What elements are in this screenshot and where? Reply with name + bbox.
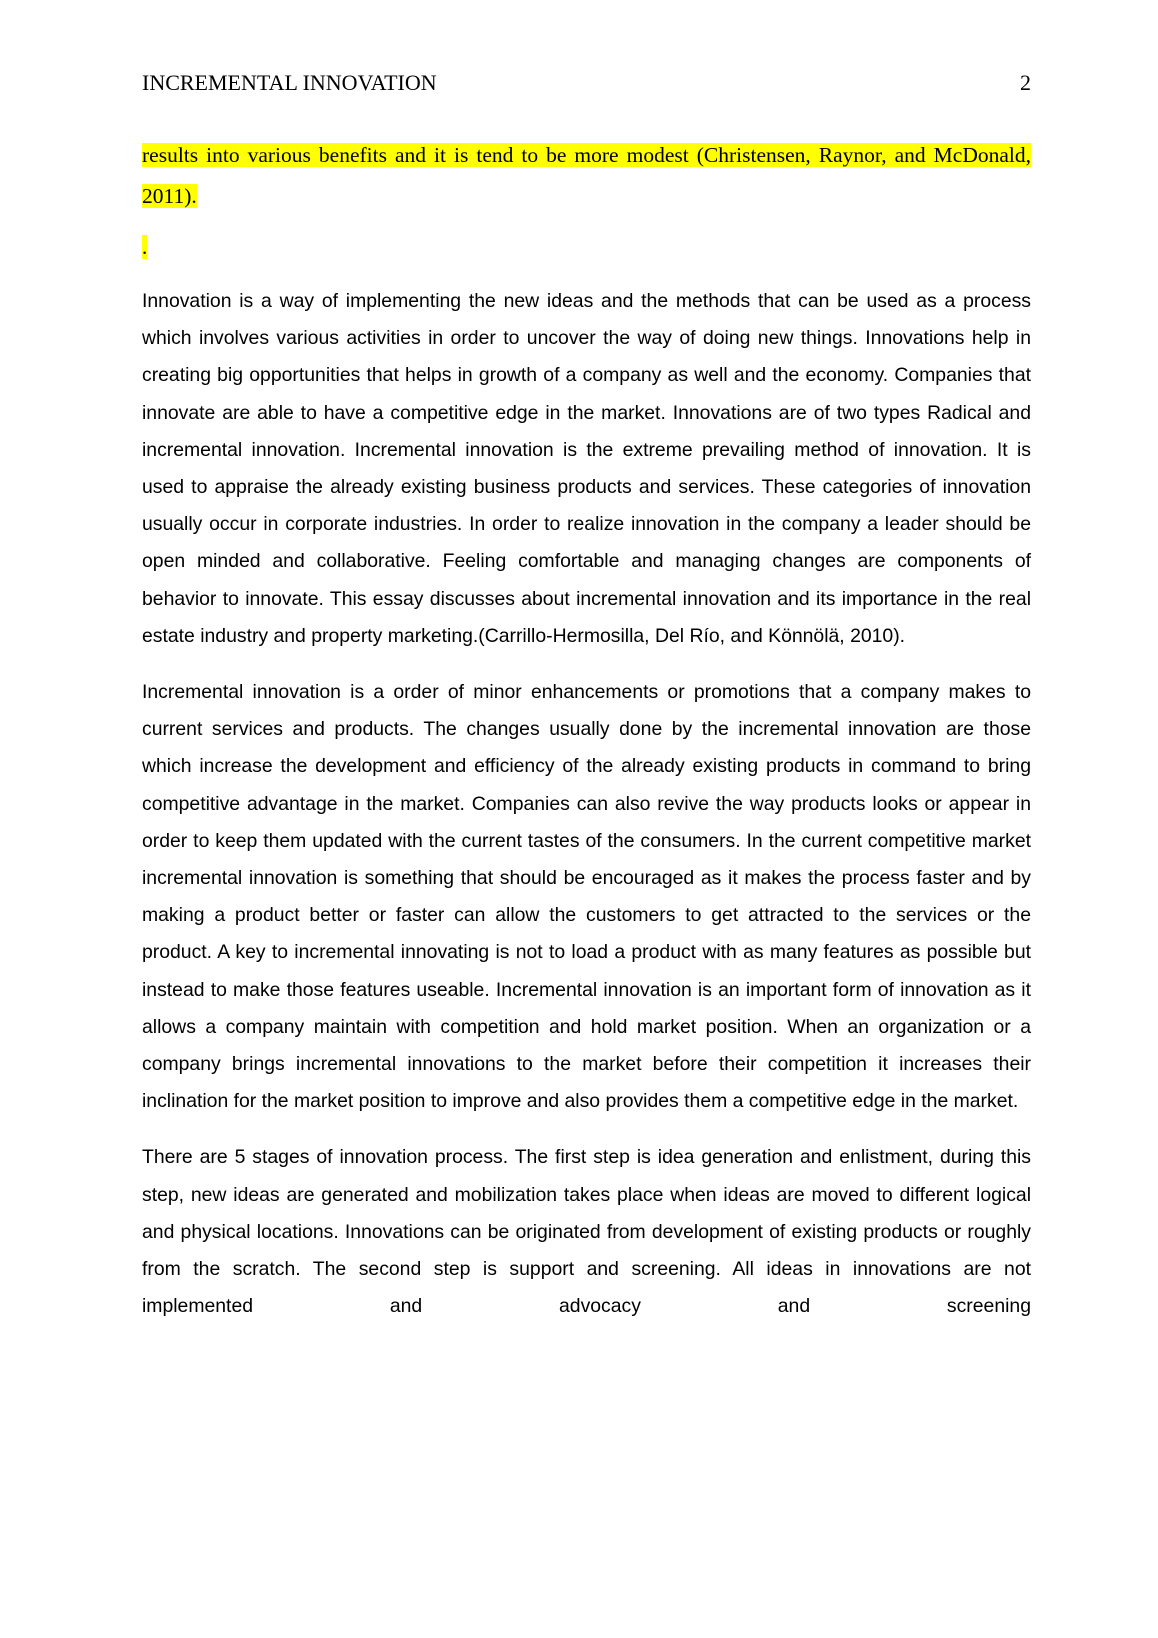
running-head-title: INCREMENTAL INNOVATION	[142, 70, 437, 95]
highlighted-dot: .	[142, 235, 148, 259]
paragraph-innovation-stages: There are 5 stages of innovation process. The first step is idea generation and enlistment, during this step, new ideas are generated and mobilization takes place when ideas are moved to different logical and physical locations. Innovations can be originated from development of existing products or roughly from the scratch. The second step is support and screening. All ideas in innovations are not implemented and advocacy and screening	[142, 1146, 1031, 1318]
highlighted-paragraph	[142, 135, 1031, 217]
page-number: 2	[1020, 70, 1031, 95]
paragraph-innovation-definition: Innovation is a way of implementing the new ideas and the methods that can be used as a process which involves various activities in order to uncover the way of doing new things. Innovations help in creating big opportunities that helps in growth of a company as well and the economy. Companies that innovate are able to have a competitive edge in the market. Innovations are of two types Radical and incremental innovation. Incremental innovation is the extreme prevailing method of innovation. It is used to appraise the already existing business products and services. These categories of innovation usually occur in corporate industries. In order to realize innovation in the company a leader should be open minded and collaborative. Feeling comfortable and managing changes are components of behavior to innovate. This essay discusses about incremental innovation and its importance in the real estate industry and property marketing.(Carrillo-Hermosilla, Del Río, and Könnölä, 2010).	[142, 290, 1031, 647]
highlighted-dot-paragraph	[142, 233, 1031, 261]
highlighted-text: results into various benefits and it is tend to be more modest (Christensen, Raynor, and McDonald, 2011).	[142, 143, 1031, 208]
running-head	[142, 68, 1031, 98]
paragraph-incremental-innovation: Incremental innovation is a order of minor enhancements or promotions that a company makes to current services and products. The changes usually done by the incremental innovation are those which increase the development and efficiency of the already existing products in command to bring competitive advantage in the market. Companies can also revive the way products looks or appear in order to keep them updated with the current tastes of the consumers. In the current competitive market incremental innovation is something that should be encouraged as it makes the process faster and by making a product better or faster can allow the customers to get attracted to the services or the product. A key to incremental innovating is not to load a product with as many features as possible but instead to make those features useable. Incremental innovation is an important form of innovation as it allows a company maintain with competition and hold market position. When an organization or a company brings incremental innovations to the market before their competition it increases their inclination for the market position to improve and also provides them a competitive edge in the market.	[142, 681, 1031, 1113]
document-body	[142, 135, 1031, 1325]
